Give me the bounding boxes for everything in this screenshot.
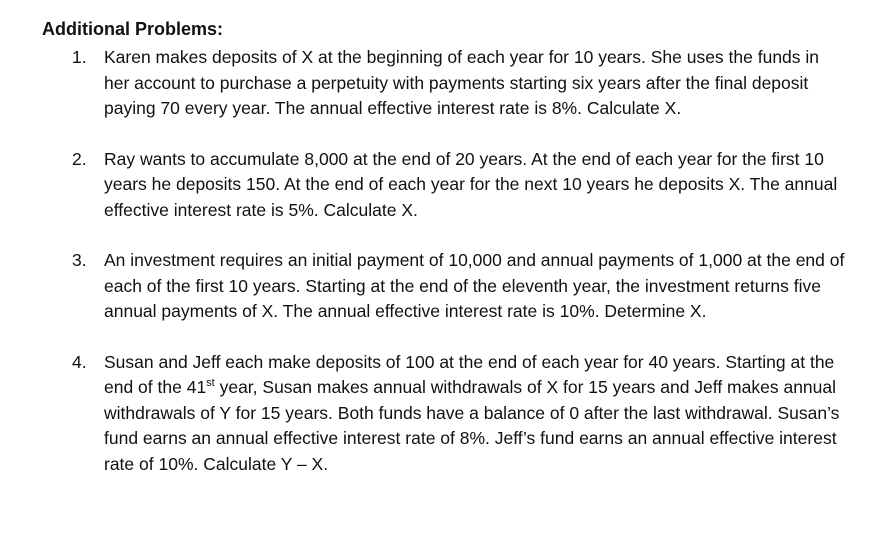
problem-item-4 <box>42 350 854 478</box>
problem-text: Karen makes deposits of X at the beginning of each year for 10 years. She uses the funds in her account to purchase a perpetuity with payments starting six years after the final deposit paying 70 every year. The annual effective interest rate is 8%. Calculate X. <box>104 47 820 118</box>
problem-item-3 <box>42 248 854 325</box>
problem-text-part: year, Susan makes annual withdrawals of X for 15 years and Jeff makes annual withdrawals of Y for 15 years. Both funds have a balance of 0 after the last withdrawal. Susan’s fund earns an annual effective interest rate of 8%. Jeff’s fund earns an annual effective interest rate of 10%. Calculate Y – X. <box>104 377 840 474</box>
section-heading: Additional Problems: <box>42 19 224 39</box>
problem-text-part: Susan and Jeff each make deposits of 100 at the end of each year for 40 years. Starting at the end of the 41 <box>104 351 835 397</box>
problem-list <box>42 45 854 477</box>
problem-text <box>104 350 854 478</box>
problem-number: 2. <box>72 148 87 169</box>
problem-number: 1. <box>72 47 87 67</box>
problem-text: Ray wants to accumulate 8,000 at the end of 20 years. At the end of each year for the first 10 years he deposits 150. At the end of each year for the next 10 years he deposits X. The annual effective interest rate is 5%. Calculate X. <box>104 148 838 220</box>
ordinal-superscript: st <box>206 377 215 390</box>
problem-number: 3. <box>72 250 87 270</box>
problem-item-2 <box>42 147 854 224</box>
problem-number: 4. <box>72 351 87 372</box>
problem-text: An investment requires an initial payment of 10,000 and annual payments of 1,000 at the end of each of the first 10 years. Starting at the end of the eleventh year, the investment returns five annual payments of X. The annual effective interest rate is 10%. Determine X. <box>104 250 845 321</box>
problem-item-1 <box>42 45 854 122</box>
